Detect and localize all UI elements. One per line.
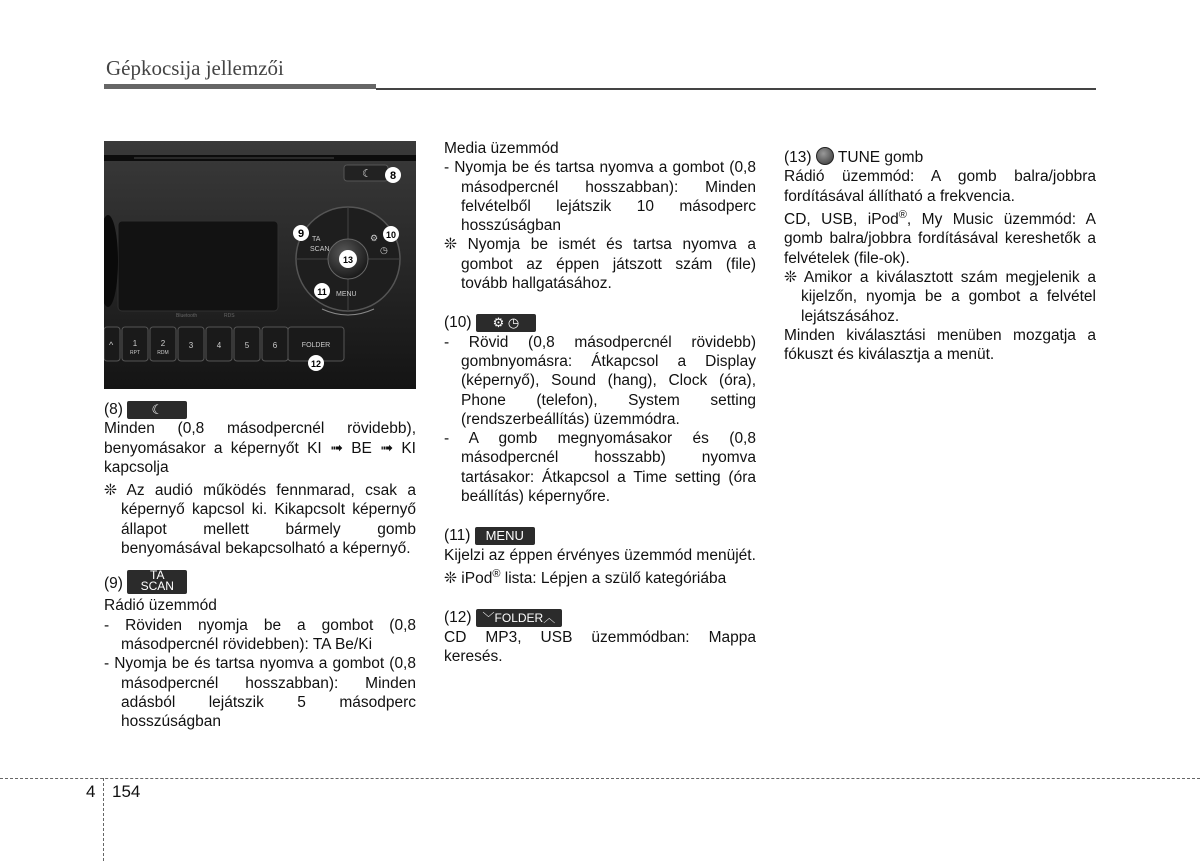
callout-9: 9 [297, 228, 305, 240]
preset-6-label: 6 [272, 341, 278, 350]
gear-icon: ⚙ [492, 315, 505, 331]
footer-dotted-rule [0, 778, 1200, 779]
setup-clock-badge [476, 314, 536, 332]
media-mode-heading: Media üzemmód [444, 140, 559, 157]
chapter-number: 4 [86, 782, 96, 801]
item-10-number: (10) [444, 314, 472, 332]
callout-10: 10 [385, 230, 397, 240]
column-2 [444, 139, 756, 666]
registered-mark-2: ® [898, 208, 907, 221]
preset-5-label: 5 [244, 341, 250, 350]
item-8-heading [104, 400, 416, 419]
item-11-note-pre: ❊ iPod [444, 570, 493, 588]
item-12-number: (12) [444, 609, 472, 627]
item-9-bullet-2: - Nyomja be és tartsa nyomva a gombot (0,8 másodpercnél hosszabban): Minden adásból lejátszik 5 másodperc hosszúságban [104, 655, 416, 731]
item-12-text: CD MP3, USB üzemmódban: Mappa keresés. [444, 628, 756, 665]
item-10-bullet-1: - Rövid (0,8 másodpercnél rövidebb) gombnyomásra: Átkapcsol a Display (képernyő), Sound (hang), Clock (óra), Phone (telefon), System setting (rendszerbeállítás) üzemmódra. [444, 333, 756, 428]
photo-folder-label: FOLDER [301, 342, 331, 349]
item-9-heading [104, 568, 416, 596]
page-header-title: Gépkocsija jellemzői [106, 56, 284, 80]
preset-1-label: 1 [132, 339, 138, 348]
header-rule-thick [104, 84, 376, 89]
item-8-number: (8) [104, 401, 123, 418]
item-13-menu: Minden kiválasztási menüben mozgatja a fókuszt és kiválasztja a menüt. [784, 326, 1096, 364]
item-10-heading [444, 313, 756, 332]
chevron-down-icon: ﹀ [482, 611, 495, 626]
callout-13: 13 [342, 255, 354, 265]
item-11-note-post: lista: Lépjen a szülő kategóriába [500, 570, 727, 588]
preset-2-label: 2 [160, 339, 166, 348]
svg-text:☾: ☾ [362, 168, 372, 180]
item-13-title: TUNE gomb [837, 149, 924, 166]
page-number: 154 [112, 782, 141, 801]
display-toggle-badge [127, 401, 187, 419]
preset-3-label: 3 [188, 341, 194, 350]
item-8-note: ❊ Az audió működés fennmarad, csak a képernyő kapcsol ki. Kikapcsolt képernyő állapot mellett bármely gomb benyomásával bekapcsolható a képernyő. [104, 482, 416, 558]
scan-badge-scan: SCAN [140, 579, 174, 594]
preset-2-sub: RDM [157, 350, 169, 356]
moon-icon: ☾ [151, 401, 164, 417]
item-11-number: (11) [444, 527, 471, 545]
svg-text:^: ^ [109, 340, 114, 350]
preset-1-sub: RPT [130, 350, 140, 356]
item-11-note [444, 565, 756, 588]
callout-8: 8 [389, 170, 397, 182]
item-12-heading [444, 608, 756, 627]
item-11-text: Kijelzi az éppen érvényes üzemmód menüjét. [444, 546, 756, 564]
column-1 [104, 400, 416, 731]
tune-knob-icon [816, 147, 834, 165]
preset-4-label: 4 [216, 341, 222, 350]
photo-bluetooth-label: Bluetooth [176, 313, 198, 319]
svg-text:◷: ◷ [380, 245, 388, 255]
callout-12: 12 [310, 359, 322, 369]
item-9-bullet-1: - Röviden nyomja be a gombot (0,8 másodpercnél rövidebben): TA Be/Ki [104, 616, 416, 653]
item-13-cd-post: , My Music üzemmód: A gomb balra/jobbra fordításával kereshetők a felvételek (file-ok). [784, 211, 1096, 267]
item-13-note: ❊ Amikor a kiválasztott szám megjelenik a kijelzőn, nyomja be a gombot a felvétel lejátszásához. [784, 268, 1096, 325]
header-rule-thin [376, 88, 1096, 90]
audio-unit-photo [104, 141, 416, 389]
item-13-radio: Rádió üzemmód: A gomb balra/jobbra fordításával állítható a frekvencia. [784, 168, 1096, 205]
media-bullet-1: - Nyomja be és tartsa nyomva a gombot (0,8 másodpercnél hosszabban): Minden felvételből lejátszik 10 másodperc hosszúságban [444, 159, 756, 235]
chevron-up-icon: ︿ [543, 611, 556, 626]
item-13-number: (13) [784, 149, 812, 166]
callout-11: 11 [317, 287, 327, 297]
footer-vertical-rule [103, 778, 104, 861]
photo-ta-label: TA [312, 236, 321, 243]
photo-scan-label: SCAN [310, 246, 330, 253]
photo-menu-label: MENU [336, 291, 357, 298]
item-8-text: Minden (0,8 másodpercnél rövidebb), benyomásakor a képernyőt KI ➟ BE ➟ KI kapcsolja [104, 420, 416, 476]
svg-text:⚙: ⚙ [370, 233, 379, 243]
item-10-bullet-2: - A gomb megnyomásakor és (0,8 másodpercnél hosszabb) nyomva tartásakor: Átkapcsol a Time setting (óra beállítás) képernyőre. [444, 430, 756, 506]
item-9-number: (9) [104, 575, 123, 593]
folder-badge [476, 609, 562, 627]
item-11-heading [444, 526, 756, 545]
column-3 [784, 147, 1096, 364]
clock-icon: ◷ [507, 315, 520, 331]
item-13-heading [784, 147, 1096, 167]
menu-badge: MENU [475, 527, 535, 545]
item-13-cd-pre: CD, USB, iPod [784, 211, 899, 229]
registered-mark: ® [492, 567, 501, 580]
scan-badge [127, 570, 187, 594]
folder-badge-label: FOLDER [494, 611, 544, 626]
scan-badge-ta: TA [150, 568, 165, 583]
media-note: ❊ Nyomja be ismét és tartsa nyomva a gombot az éppen játszott szám (file) tovább hallgatásához. [444, 236, 756, 293]
item-9-mode: Rádió üzemmód [104, 597, 217, 615]
photo-rds-label: RDS [224, 313, 235, 319]
item-13-cd [784, 206, 1096, 268]
